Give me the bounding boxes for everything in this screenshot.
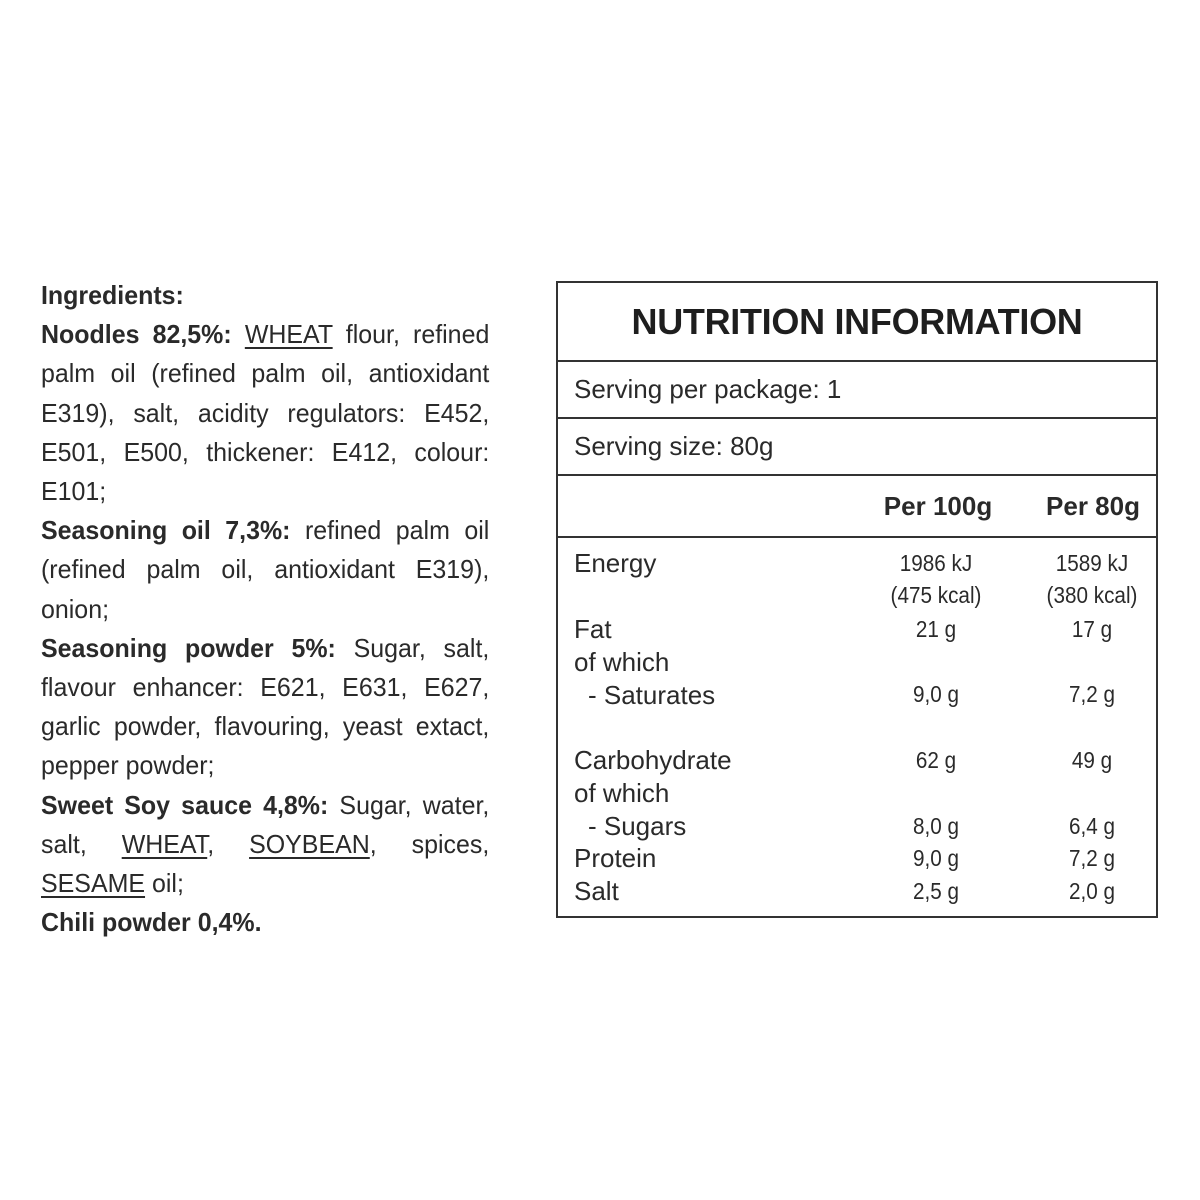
carb-of-which-label: of which	[574, 778, 670, 808]
ingredient-chili	[41, 903, 489, 942]
seasoning-powder-text: Sugar, salt, flavour enhancer: E621, E631, E627, garlic powder, flavouring, yeast extact, pepper powder;	[41, 632, 490, 781]
protein-per-100g: 9,0 g	[912, 845, 960, 871]
soy-sauce-text-1: Sugar, water, salt,	[41, 789, 490, 859]
serving-size: Serving size: 80g	[558, 419, 1156, 476]
salt-per-80g: 2,0 g	[1068, 878, 1116, 904]
nutrition-title: NUTRITION INFORMATION	[558, 283, 1156, 362]
seasoning-powder-label: Seasoning powder 5%:	[41, 632, 336, 663]
ingredients-title: Ingredients:	[41, 280, 184, 310]
energy-label: Energy	[574, 548, 657, 578]
soy-sauce-text-3: oil;	[145, 868, 184, 899]
energy-per-100g-kcal: (475 kcal)	[890, 582, 982, 608]
energy-per-100g-kj: 1986 kJ	[899, 550, 973, 576]
serving-per-package: Serving per package: 1	[558, 362, 1156, 419]
carbohydrate-label: Carbohydrate	[574, 745, 732, 775]
fat-of-which-label: of which	[574, 647, 670, 677]
salt-label: Salt	[574, 876, 619, 906]
allergen-sesame: SESAME	[41, 868, 146, 899]
saturates-label: - Saturates	[588, 680, 716, 710]
fat-per-80g: 17 g	[1071, 616, 1113, 642]
sugars-per-80g: 6,4 g	[1068, 813, 1116, 839]
soy-sauce-sep-1: ,	[207, 828, 250, 859]
noodles-label: Noodles 82,5%:	[41, 319, 232, 350]
nutrition-table	[556, 281, 1158, 918]
nutrition-header	[558, 476, 1156, 538]
allergen-wheat-2: WHEAT	[121, 828, 208, 859]
column-per-80g: Per 80g	[1046, 491, 1140, 521]
carbohydrate-per-100g: 62 g	[915, 747, 957, 773]
soy-sauce-label: Sweet Soy sauce 4,8%:	[41, 789, 329, 820]
column-per-100g: Per 100g	[883, 491, 993, 521]
saturates-per-80g: 7,2 g	[1068, 681, 1116, 707]
chili-label: Chili powder 0,4%.	[41, 907, 262, 938]
allergen-soybean: SOYBEAN	[249, 828, 370, 859]
soy-sauce-text-2: , spices,	[369, 828, 490, 859]
ingredients-block	[41, 276, 489, 942]
ingredient-noodles	[41, 315, 489, 511]
seasoning-oil-text: refined palm oil (refined palm oil, antioxidant E319), onion;	[41, 515, 490, 624]
ingredient-seasoning-powder	[41, 629, 489, 786]
saturates-per-100g: 9,0 g	[912, 681, 960, 707]
ingredient-seasoning-oil	[41, 511, 489, 629]
fat-per-100g: 21 g	[915, 616, 957, 642]
sugars-per-100g: 8,0 g	[912, 813, 960, 839]
protein-per-80g: 7,2 g	[1068, 845, 1116, 871]
seasoning-oil-label: Seasoning oil 7,3%:	[41, 515, 291, 546]
ingredient-soy-sauce	[41, 786, 489, 904]
energy-per-80g-kcal: (380 kcal)	[1046, 582, 1138, 608]
fat-label: Fat	[574, 614, 612, 644]
salt-per-100g: 2,5 g	[912, 878, 960, 904]
energy-per-80g-kj: 1589 kJ	[1055, 550, 1129, 576]
allergen-wheat: WHEAT	[244, 319, 333, 350]
nutrition-body	[558, 538, 1156, 908]
noodles-text: flour, refined palm oil (refined palm oil, antioxidant E319), salt, acidity regulators: E452, E501, E500, thickener: E412, colour: E101;	[41, 319, 490, 507]
protein-label: Protein	[574, 843, 657, 873]
carbohydrate-per-80g: 49 g	[1071, 747, 1113, 773]
sugars-label: - Sugars	[588, 811, 687, 841]
